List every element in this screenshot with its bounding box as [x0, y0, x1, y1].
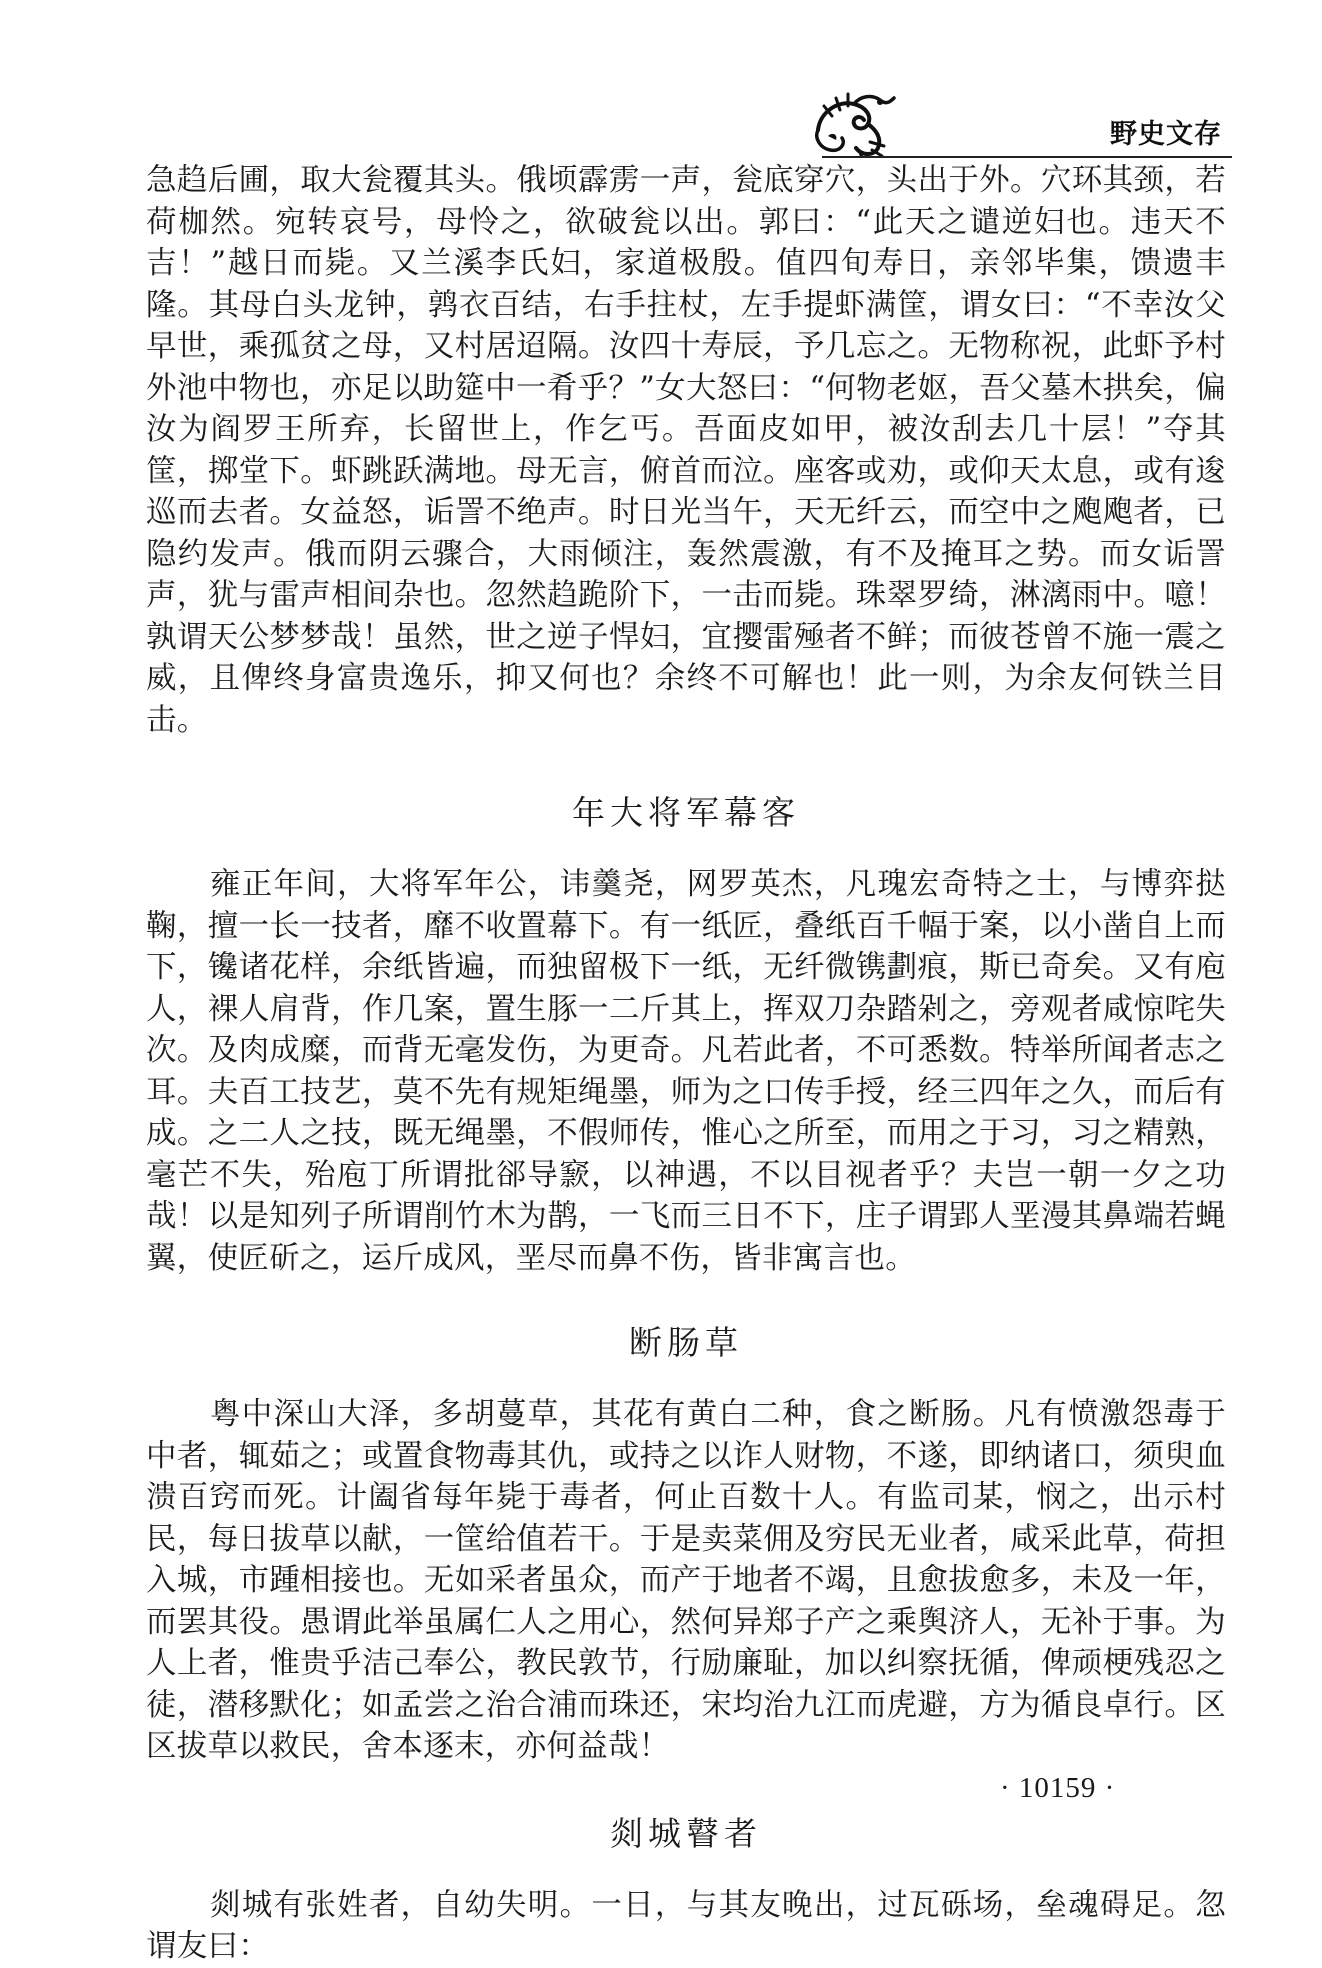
- header-rule: [822, 156, 1232, 158]
- paragraph: 急趋后圃，取大瓮覆其头。俄顷霹雳一声，瓮底穿穴，头出于外。穴环其颈，若荷枷然。宛转哀号，母怜之，欲破瓮以出。郭曰：“此天之谴逆妇也。违天不吉！”越日而毙。又兰溪李氏妇，家道极殷。值四旬寿日，亲邻毕集，馈遗丰隆。其母白头龙钟，鹑衣百结，右手拄杖，左手提虾满筐，谓女曰：“不幸汝父早世，乘孤贫之母，又村居迢隔。汝四十寿辰，予几忘之。无物称祝，此虾予村外池中物也，亦足以助筵中一肴乎？”女大怒曰：“何物老妪，吾父墓木拱矣，偏汝为阎罗王所弃，长留世上，作乞丐。吾面皮如甲，被汝刮去几十层！”夺其筐，掷堂下。虾跳跃满地。母无言，俯首而泣。座客或劝，或仰天太息，或有逡巡而去者。女益怒，诟詈不绝声。时日光当午，天无纤云，而空中之飑飑者，已隐约发声。俄而阴云骤合，大雨倾注，轰然震激，有不及掩耳之势。而女诟詈声，犹与雷声相间杂也。忽然趋跪阶下，一击而毙。珠翠罗绮，淋漓雨中。噫！孰谓天公梦梦哉！虽然，世之逆子悍妇，宜撄雷殛者不鲜；而彼苍曾不施一震之威，且俾终身富贵逸乐，抑又何也？余终不可解也！此一则，为余友何铁兰目击。: [146, 163, 1226, 738]
- section-title: 剡城瞽者: [610, 1813, 762, 1853]
- paragraph: 剡城有张姓者，自幼失明。一日，与其友晚出，过瓦砾场，垒魂碍足。忽谓友曰：: [146, 1887, 1226, 1964]
- section-title: 断肠草: [629, 1323, 743, 1362]
- page-content: [146, 160, 1226, 1968]
- header-title: 野史文存: [1110, 119, 1222, 150]
- paragraph: 雍正年间，大将军年公，讳羹尧，网罗英杰，凡瑰宏奇特之士，与博弈挞鞠，擅一长一技者，靡不收置幕下。有一纸匠，叠纸百千幅于案，以小凿自上而下，镵诸花样，余纸皆遍，而独留极下一纸，无纤微镌劃痕，斯已奇矣。又有庖人，裸人肩背，作几案，置生豚一二斤其上，挥双刀杂踏剁之，旁观者咸惊咤失次。及肉成糜，而背无毫发伤，为更奇。凡若此者，不可悉数。特举所闻者志之耳。夫百工技艺，莫不先有规矩绳墨，师为之口传手授，经三四年之久，而后有成。之二人之技，既无绳墨，不假师传，惟心之所至，而用之于习，习之精熟，毫芒不失，殆庖丁所谓批郤导窾，以神遇，不以目视者乎？夫岂一朝一夕之功哉！以是知列子所谓削竹木为鹊，一飞而三日不下，庄子谓郢人垩漫其鼻端若蝇翼，使匠斫之，运斤成风，垩尽而鼻不伤，皆非寓言也。: [146, 867, 1226, 1276]
- section-title: 年大将军幕客: [572, 793, 800, 832]
- page-number: · 10159 ·: [1000, 1772, 1116, 1804]
- paragraph: 粤中深山大泽，多胡蔓草，其花有黄白二种，食之断肠。凡有愤激怨毒于中者，辄茹之；或置食物毒其仇，或持之以诈人财物，不遂，即纳诸口，须臾血溃百窍而死。计阖省每年毙于毒者，何止百数十人。有监司某，悯之，出示村民，每日拔草以献，一筐给值若干。于是卖菜佣及穷民无业者，咸采此草，荷担入城，市踵相接也。无如采者虽众，而产于地者不竭，且愈拔愈多，未及一年，而罢其役。愚谓此举虽属仁人之用心，然何异郑子产之乘舆济人，无补于事。为人上者，惟贵乎洁己奉公，教民敦节，行励廉耻，加以纠察抚循，俾顽梗残忍之徒，潜移默化；如孟尝之治合浦而珠还，宋均治九江而虎避，方为循良卓行。区区拔草以救民，舍本逐末，亦何益哉！: [146, 1397, 1226, 1764]
- dragon-emblem-icon: [810, 90, 900, 158]
- page-header: [810, 90, 1240, 160]
